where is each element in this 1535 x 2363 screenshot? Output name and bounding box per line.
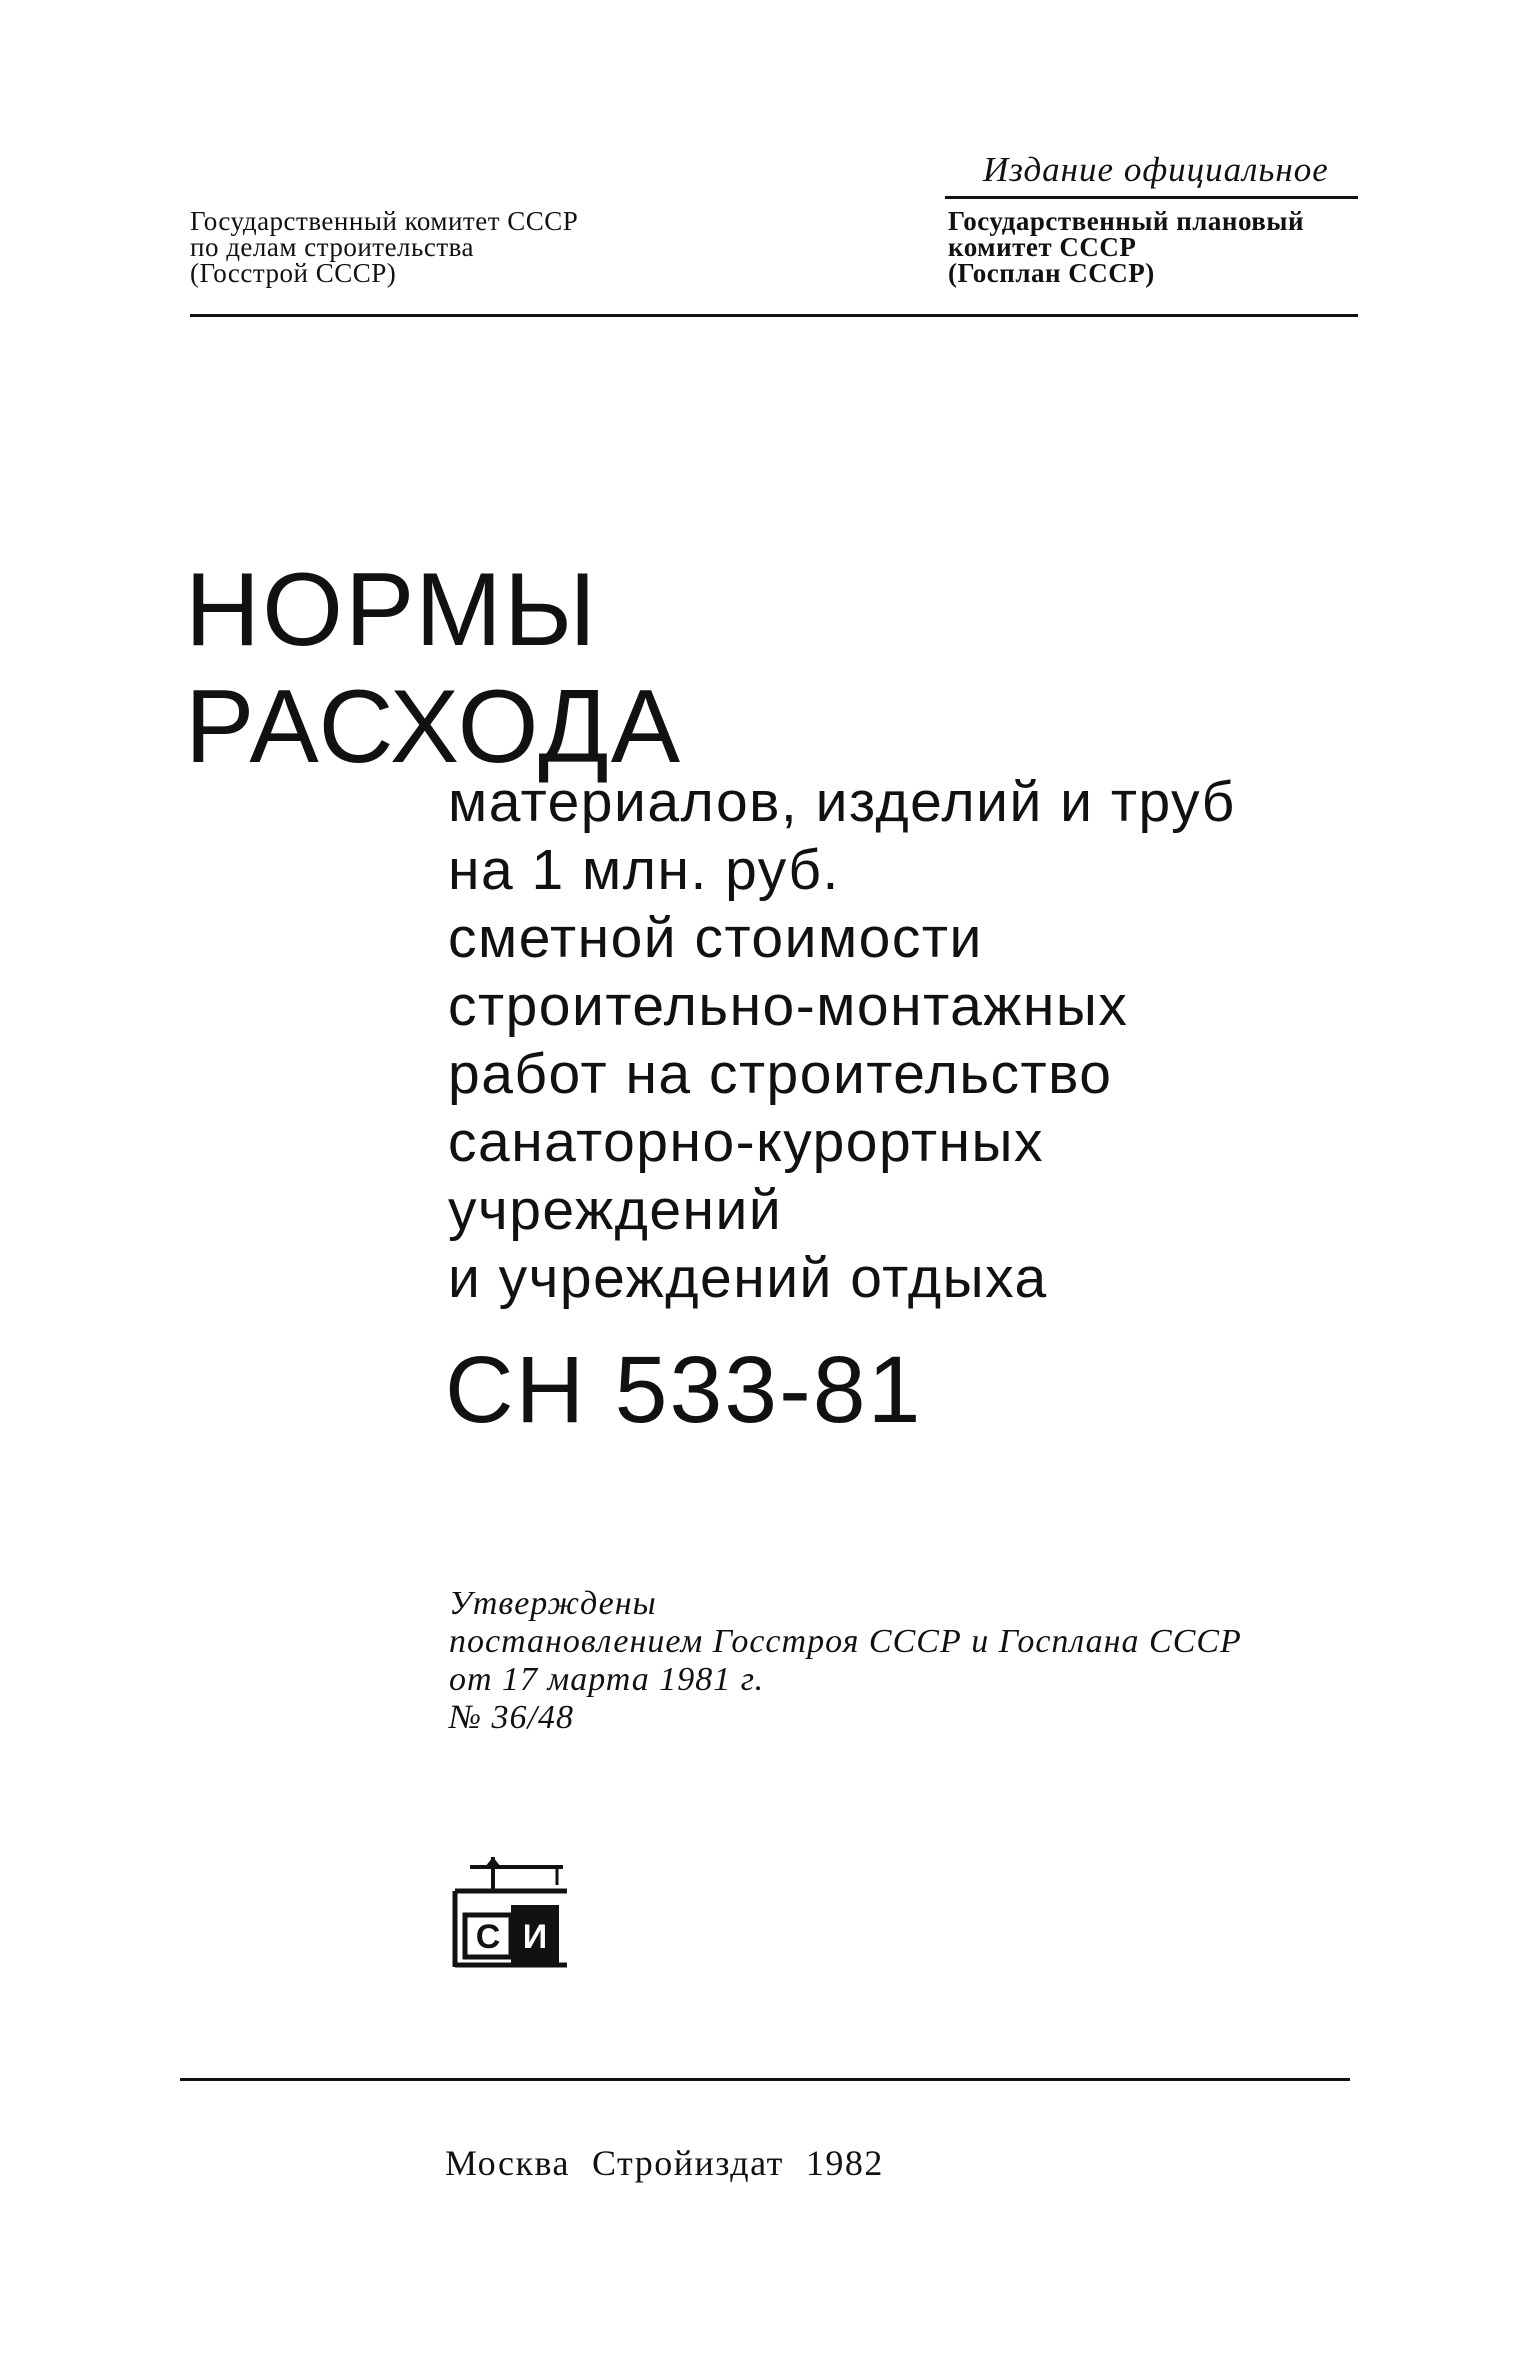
left-org-line: (Госстрой СССР) [190,258,397,288]
footer-divider [180,2078,1350,2081]
subtitle [448,768,1236,1312]
right-organization [948,208,1304,286]
approval-line: от 17 марта 1981 г. [449,1661,765,1698]
logo-letter-right: И [522,1918,548,1956]
approval-line: № 36/48 [449,1699,575,1736]
publisher-logo-icon [445,1855,575,1975]
title-line-2: РАСХОДА [185,669,683,785]
subtitle-line: санаторно-курортных [448,1110,1044,1174]
imprint [445,2142,884,2184]
logo-letter-left: С [475,1918,501,1956]
approval-block [449,1585,1242,1737]
subtitle-line: учреждений [448,1178,783,1242]
left-organization [190,208,578,286]
document-code: СН 533-81 [445,1337,923,1443]
official-edition-label: Издание официальное [983,150,1329,189]
subtitle-line: сметной стоимости [448,906,983,970]
imprint-city: Москва [445,2143,570,2183]
subtitle-line: на 1 млн. руб. [448,838,840,902]
official-edition-underline [945,196,1358,199]
subtitle-line: и учреждений отдыха [448,1246,1048,1310]
approval-line: Утверждены [449,1585,657,1622]
imprint-year: 1982 [805,2143,884,2183]
subtitle-line: работ на строительство [448,1042,1113,1106]
right-org-line: (Госплан СССР) [948,258,1155,288]
right-org-line: комитет СССР [948,232,1137,262]
left-org-line: Государственный комитет СССР [190,206,579,236]
header-divider [190,314,1358,317]
imprint-publisher: Стройиздат [591,2143,784,2183]
subtitle-line: строительно-монтажных [448,974,1129,1038]
right-org-line: Государственный плановый [948,206,1305,236]
left-org-line: по делам строительства [190,232,475,262]
subtitle-line: материалов, изделий и труб [448,770,1236,834]
approval-line: постановлением Госстроя СССР и Госплана СССР [449,1623,1242,1660]
title-line-1: НОРМЫ [185,552,598,668]
